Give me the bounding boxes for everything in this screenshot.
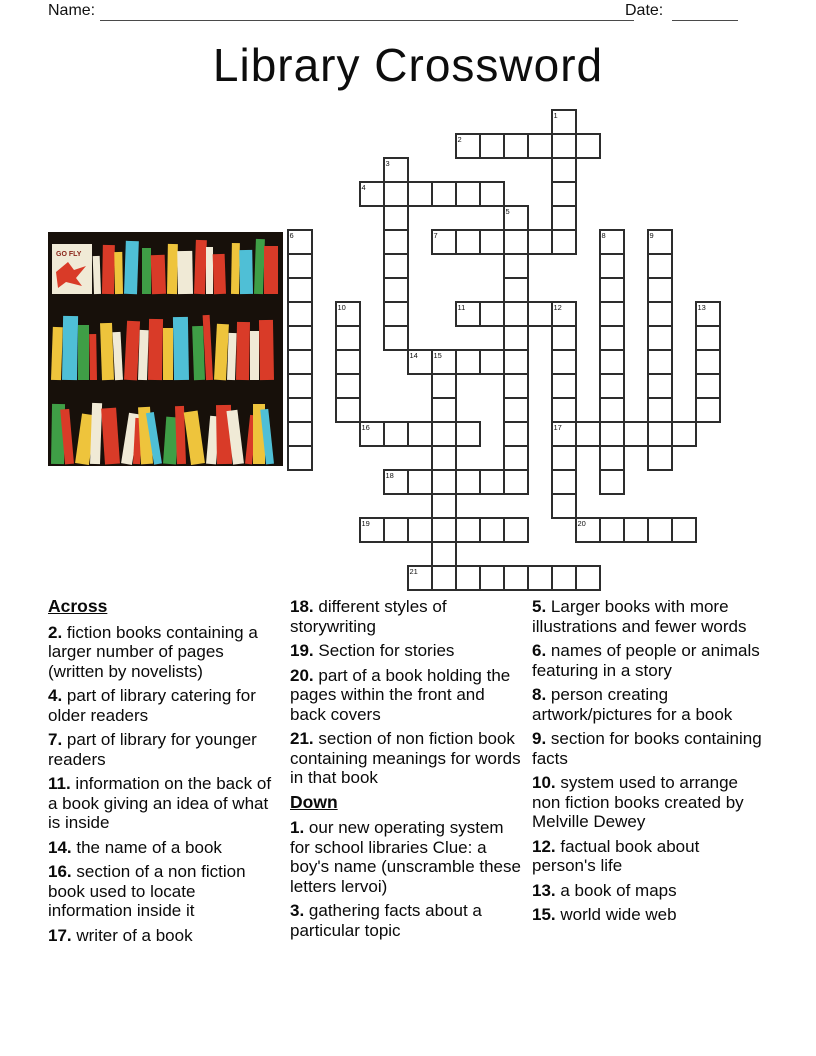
cell-number: 3: [385, 159, 390, 168]
clue-column-across: [48, 597, 278, 950]
crossword-cell[interactable]: [696, 326, 720, 350]
worksheet-header: [48, 2, 768, 24]
clue-item: 20. part of a book holding the pages within the front and back covers: [290, 665, 511, 724]
clue-number: 2.: [48, 622, 63, 642]
crossword-cell[interactable]: [432, 398, 456, 422]
crossword-cell[interactable]: [384, 302, 408, 326]
book-spine: [167, 244, 178, 294]
page-title: Library Crossword: [212, 39, 604, 91]
crossword-cell[interactable]: [600, 518, 624, 542]
book-spine: [148, 319, 163, 380]
crossword-cell[interactable]: [624, 422, 648, 446]
crossword-cell[interactable]: [456, 422, 480, 446]
book-spine: [173, 317, 189, 380]
cell-number: 13: [697, 303, 706, 312]
clue-item: 15. world wide web: [532, 905, 677, 924]
crossword-cell[interactable]: [336, 398, 360, 422]
book-spine: [78, 325, 89, 380]
crossword-grid: [286, 108, 722, 592]
clue-item: 16. section of a non fiction book used to locate information inside it: [48, 862, 246, 920]
cell-number: 12: [553, 303, 562, 312]
crossword-cell[interactable]: [288, 446, 312, 470]
clue-number: 10.: [532, 773, 556, 792]
crossword-cell[interactable]: [456, 230, 480, 254]
clue-number: 4.: [48, 686, 63, 705]
crossword-cell[interactable]: [648, 302, 672, 326]
clue-number: 21.: [290, 729, 314, 748]
crossword-cell[interactable]: [552, 566, 576, 590]
crossword-cell[interactable]: [600, 470, 624, 494]
crossword-cell[interactable]: [648, 254, 672, 278]
cell-number: 5: [505, 207, 510, 216]
crossword-cell[interactable]: [384, 230, 408, 254]
clue-item: 17. writer of a book: [48, 925, 193, 945]
crossword-cell[interactable]: [552, 230, 576, 254]
cell-number: 17: [553, 423, 562, 432]
book-spine: [100, 323, 114, 380]
cell-number: 16: [361, 423, 370, 432]
name-fill-in-line[interactable]: [100, 20, 634, 21]
date-label: Date:: [625, 2, 664, 19]
cell-number: 20: [577, 519, 586, 528]
crossword-cell[interactable]: [432, 182, 456, 206]
crossword-cell[interactable]: [432, 518, 456, 542]
crossword-cell[interactable]: [432, 422, 456, 446]
crossword-cell[interactable]: [432, 446, 456, 470]
featured-book-cover: [52, 244, 92, 294]
crossword-cell[interactable]: [384, 182, 408, 206]
cell-number: 21: [409, 567, 418, 576]
crossword-cell[interactable]: [696, 398, 720, 422]
clue-item: 11. information on the back of a book giving an idea of what is inside: [48, 774, 272, 832]
crossword-cell[interactable]: [480, 230, 504, 254]
book-spine: [102, 245, 115, 294]
crossword-cell[interactable]: [648, 350, 672, 374]
crossword-cell[interactable]: [576, 134, 600, 158]
clue-number: 14.: [48, 837, 72, 857]
cell-number: 9: [649, 231, 654, 240]
book-spine: [239, 250, 253, 294]
book-spine: [177, 251, 193, 294]
crossword-cell[interactable]: [552, 326, 576, 350]
book-cover-text: GO FLY: [56, 251, 82, 258]
crossword-cell[interactable]: [600, 422, 624, 446]
book-spine: [142, 248, 151, 294]
clue-number: 16.: [48, 862, 72, 881]
clue-item: 2. fiction books containing a larger number of pages (written by novelists): [48, 622, 258, 681]
crossword-cell[interactable]: [288, 302, 312, 326]
cell-number: 4: [361, 183, 366, 192]
clue-number: 20.: [290, 665, 314, 685]
book-spine: [206, 247, 213, 294]
clue-item: 1. our new operating system for school libraries Clue: a boy's name (unscramble these letters lervoi): [290, 818, 521, 896]
clue-column-down: [532, 597, 763, 930]
cell-number: 14: [409, 351, 418, 360]
crossword-cell[interactable]: [576, 422, 600, 446]
clue-item: 19. Section for stories: [290, 641, 455, 660]
crossword-cell[interactable]: [504, 566, 528, 590]
clue-item: 13. a book of maps: [532, 880, 677, 900]
book-spine: [124, 241, 139, 294]
crossword-cell[interactable]: [408, 470, 432, 494]
crossword-cell[interactable]: [384, 254, 408, 278]
crossword-cell[interactable]: [384, 206, 408, 230]
cell-number: 18: [385, 471, 394, 480]
crossword-cell[interactable]: [600, 254, 624, 278]
crossword-cell[interactable]: [648, 398, 672, 422]
crossword-cell[interactable]: [552, 206, 576, 230]
crossword-cell[interactable]: [600, 278, 624, 302]
crossword-cell[interactable]: [432, 542, 456, 566]
name-label: Name:: [48, 2, 96, 19]
crossword-cell[interactable]: [600, 302, 624, 326]
book-spine: [62, 316, 78, 380]
crossword-cell[interactable]: [504, 446, 528, 470]
crossword-cell[interactable]: [384, 422, 408, 446]
crossword-cell[interactable]: [504, 398, 528, 422]
crossword-cell[interactable]: [600, 374, 624, 398]
crossword-cell[interactable]: [480, 566, 504, 590]
crossword-cell[interactable]: [480, 134, 504, 158]
book-spine: [163, 328, 173, 380]
cell-number: 1: [553, 111, 558, 120]
crossword-cell[interactable]: [480, 350, 504, 374]
crossword-cell[interactable]: [696, 374, 720, 398]
book-spine: [89, 334, 97, 380]
crossword-cell[interactable]: [552, 398, 576, 422]
crossword-cell[interactable]: [552, 182, 576, 206]
book-spine: [51, 327, 63, 380]
cell-number: 7: [433, 231, 438, 240]
crossword-cell[interactable]: [624, 518, 648, 542]
cell-number: 11: [457, 303, 466, 312]
crossword-cell[interactable]: [552, 158, 576, 182]
bookshelf-image: [48, 232, 283, 466]
clue-number: 11.: [48, 774, 71, 793]
cell-number: 2: [457, 135, 462, 144]
crossword-cell[interactable]: [288, 398, 312, 422]
crossword-cell[interactable]: [528, 230, 552, 254]
book-spine: [236, 322, 250, 380]
crossword-cell[interactable]: [384, 278, 408, 302]
crossword-cell[interactable]: [600, 350, 624, 374]
crossword-cell[interactable]: [456, 350, 480, 374]
clue-number: 5.: [532, 597, 547, 616]
cell-number: 10: [337, 303, 346, 312]
clue-item: 8. person creating artwork/pictures for a book: [532, 685, 733, 724]
cell-number: 19: [361, 519, 370, 528]
clue-item: 12. factual book about person's life: [532, 836, 700, 875]
crossword-cell[interactable]: [648, 446, 672, 470]
crossword-cell[interactable]: [576, 566, 600, 590]
book-spine: [254, 239, 265, 294]
crossword-cell[interactable]: [552, 470, 576, 494]
book-spine: [213, 254, 226, 294]
book-spine: [231, 243, 240, 294]
crossword-cell[interactable]: [648, 326, 672, 350]
crossword-cell[interactable]: [672, 422, 696, 446]
crossword-cell[interactable]: [648, 422, 672, 446]
clue-number: 8.: [532, 685, 547, 704]
crossword-cell[interactable]: [504, 470, 528, 494]
crossword-cell[interactable]: [408, 182, 432, 206]
crossword-cell[interactable]: [552, 134, 576, 158]
crossword-cell[interactable]: [480, 470, 504, 494]
book-spine: [114, 252, 123, 294]
clue-item: 3. gathering facts about a particular topic: [290, 901, 482, 940]
clue-number: 19.: [290, 641, 314, 660]
clue-item: 10. system used to arrange non fiction books created by Melville Dewey: [532, 773, 744, 831]
crossword-cell[interactable]: [504, 326, 528, 350]
crossword-cell[interactable]: [384, 326, 408, 350]
cell-number: 15: [433, 351, 442, 360]
clue-column-mixed: [290, 597, 522, 945]
crossword-cell[interactable]: [504, 350, 528, 374]
clue-item: 9. section for books containing facts: [532, 729, 762, 768]
crossword-cell[interactable]: [696, 350, 720, 374]
crossword-cell[interactable]: [504, 254, 528, 278]
crossword-cell[interactable]: [504, 278, 528, 302]
crossword-cell[interactable]: [288, 374, 312, 398]
crossword-cell[interactable]: [648, 518, 672, 542]
clue-number: 13.: [532, 880, 556, 900]
crossword-cell[interactable]: [600, 446, 624, 470]
crossword-cell[interactable]: [408, 422, 432, 446]
book-spine: [93, 256, 101, 294]
book-spine: [192, 326, 205, 380]
crossword-cell[interactable]: [648, 374, 672, 398]
clue-item: 4. part of library catering for older readers: [48, 686, 256, 725]
crossword-cell[interactable]: [600, 398, 624, 422]
crossword-cell[interactable]: [504, 134, 528, 158]
book-spine: [227, 333, 237, 380]
book-spine: [90, 403, 102, 464]
clue-number: 15.: [532, 905, 556, 924]
clue-number: 18.: [290, 597, 314, 616]
book-spine: [250, 331, 259, 380]
crossword-cell[interactable]: [528, 134, 552, 158]
crossword-cell[interactable]: [504, 518, 528, 542]
clue-number: 9.: [532, 729, 547, 748]
crossword-cell[interactable]: [384, 518, 408, 542]
clue-number: 3.: [290, 901, 305, 920]
book-spine: [259, 320, 274, 380]
crossword-cell[interactable]: [456, 470, 480, 494]
clue-item: 7. part of library for younger readers: [48, 730, 257, 769]
crossword-cell[interactable]: [552, 350, 576, 374]
crossword-cell[interactable]: [432, 470, 456, 494]
book-spine: [264, 246, 278, 294]
crossword-cell[interactable]: [504, 374, 528, 398]
crossword-cell[interactable]: [528, 566, 552, 590]
clue-number: 12.: [532, 836, 556, 856]
clue-item: 14. the name of a book: [48, 837, 222, 857]
book-spine: [138, 330, 149, 380]
book-spine: [194, 240, 207, 294]
crossword-cell[interactable]: [504, 302, 528, 326]
crossword-cell[interactable]: [480, 182, 504, 206]
crossword-cell[interactable]: [288, 350, 312, 374]
crossword-cell[interactable]: [528, 302, 552, 326]
crossword-cell[interactable]: [408, 518, 432, 542]
crossword-cell[interactable]: [288, 278, 312, 302]
crossword-cell[interactable]: [288, 422, 312, 446]
crossword-cell[interactable]: [648, 278, 672, 302]
cell-number: 6: [289, 231, 294, 240]
crossword-cell[interactable]: [552, 494, 576, 518]
crossword-cell[interactable]: [336, 326, 360, 350]
crossword-cell[interactable]: [288, 326, 312, 350]
clue-item: 6. names of people or animals featuring in a story: [532, 641, 760, 680]
clue-number: 1.: [290, 818, 305, 837]
clue-item: 21. section of non fiction book containing meanings for words in that book: [290, 729, 521, 787]
crossword-cell[interactable]: [336, 374, 360, 398]
crossword-cell[interactable]: [504, 422, 528, 446]
book-spine: [151, 255, 166, 294]
clue-number: 7.: [48, 730, 63, 749]
clue-item: 5. Larger books with more illustrations and fewer words: [532, 597, 747, 636]
crossword-cell[interactable]: [672, 518, 696, 542]
crossword-cell[interactable]: [456, 518, 480, 542]
crossword-cell[interactable]: [480, 302, 504, 326]
crossword-cell[interactable]: [456, 566, 480, 590]
date-fill-in-line[interactable]: [672, 20, 738, 21]
clue-list-header: Down: [290, 791, 338, 812]
crossword-cell[interactable]: [432, 566, 456, 590]
crossword-cell[interactable]: [600, 326, 624, 350]
cell-number: 8: [601, 231, 606, 240]
clue-list-header: Across: [48, 596, 108, 616]
crossword-cell[interactable]: [432, 494, 456, 518]
crossword-cell[interactable]: [288, 254, 312, 278]
crossword-cell[interactable]: [336, 350, 360, 374]
crossword-cell[interactable]: [432, 374, 456, 398]
crossword-cell[interactable]: [504, 230, 528, 254]
crossword-cell[interactable]: [552, 374, 576, 398]
crossword-cell[interactable]: [552, 446, 576, 470]
clue-number: 6.: [532, 641, 547, 660]
clue-item: 18. different styles of storywriting: [290, 597, 447, 636]
crossword-cell[interactable]: [456, 182, 480, 206]
clue-number: 17.: [48, 925, 72, 945]
crossword-cell[interactable]: [480, 518, 504, 542]
